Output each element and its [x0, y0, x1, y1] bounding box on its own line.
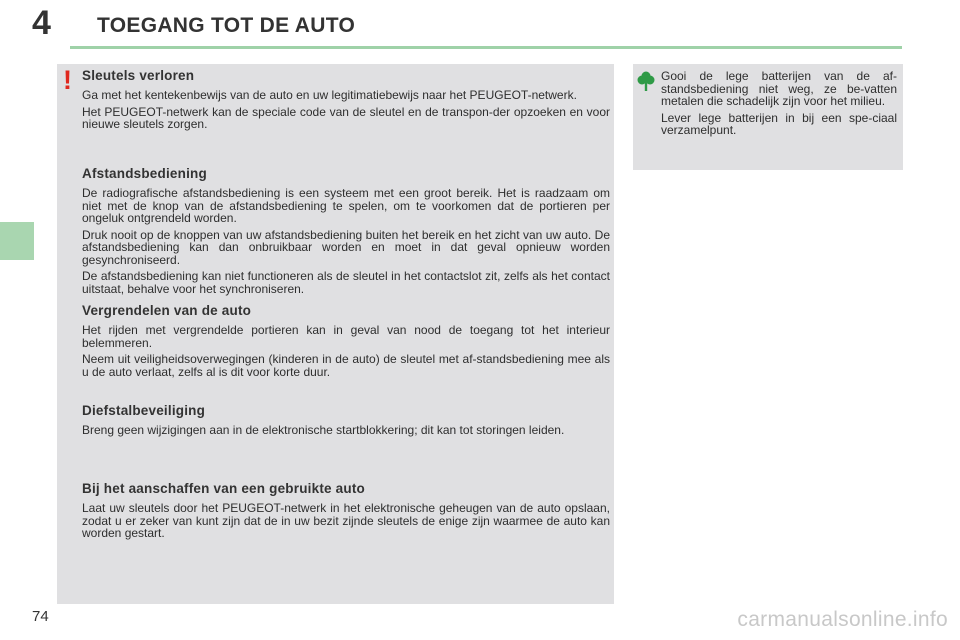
section-lost-keys	[82, 68, 610, 135]
page-number: 74	[32, 608, 49, 625]
paragraph: Gooi de lege batterijen van de af-standsbediening niet weg, ze be-vatten metalen die schadelijk zijn voor het milieu.	[661, 69, 897, 108]
tree-icon	[637, 70, 655, 92]
paragraph: Druk nooit op de knoppen van uw afstandsbediening buiten het bereik en het zicht van uw auto. De afstandsbediening kan dan onbruikbaar worden en moet in dat geval opnieuw worden gesynchroniseerd.	[82, 227, 610, 267]
chapter-tab-marker	[0, 222, 34, 260]
paragraph: Neem uit veiligheidsoverwegingen (kinderen in de auto) de sleutel met af-standsbediening mee als u de auto verlaat, zelfs al is dit voor korte duur.	[82, 352, 610, 379]
paragraph: Ga met het kentekenbewijs van de auto en uw legitimatiebewijs naar het PEUGEOT-netwerk.	[82, 88, 577, 102]
section-anti-theft	[82, 403, 610, 441]
section-remote-control	[82, 166, 610, 299]
section-title: Diefstalbeveiliging	[82, 403, 206, 418]
section-title: Bij het aanschaffen van een gebruikte auto	[82, 481, 365, 496]
paragraph: Laat uw sleutels door het PEUGEOT-netwerk in het elektronische geheugen van de auto opslaan, zodat u er zeker van kunt zijn dat de in uw bezit zijnde sleutels de enige zijn waarmee de auto kan worden gestart.	[82, 501, 610, 540]
header-divider	[70, 46, 902, 49]
section-title: Vergrendelen van de auto	[82, 303, 252, 318]
environment-note	[661, 70, 897, 141]
section-title: Afstandsbediening	[82, 166, 207, 181]
section-locking	[82, 303, 610, 382]
paragraph: Breng geen wijzigingen aan in de elektronische startblokkering; dit kan tot storingen leiden.	[82, 423, 565, 437]
warning-icon: !	[63, 65, 72, 95]
page-title: TOEGANG TOT DE AUTO	[97, 14, 356, 37]
section-used-car	[82, 481, 610, 544]
section-title: Sleutels verloren	[82, 68, 195, 83]
chapter-number: 4	[32, 4, 51, 42]
paragraph: De afstandsbediening kan niet functioneren als de sleutel in het contactslot zit, zelfs als het contact uitstaat, behalve voor het synchroniseren.	[82, 269, 610, 296]
paragraph: Het rijden met vergrendelde portieren kan in geval van nood de toegang tot het interieur belemmeren.	[82, 323, 610, 350]
paragraph: Het PEUGEOT-netwerk kan de speciale code van de sleutel en de transpon-der opzoeken en voor nieuwe sleutels zorgen.	[82, 104, 610, 131]
paragraph: De radiografische afstandsbediening is een systeem met een groot bereik. Het is raadzaam om niet met de knop van de afstandsbediening te spelen, om te voorkomen dat de portieren per ongeluk ontgrendeld worden.	[82, 186, 610, 225]
paragraph: Lever lege batterijen in bij een spe-ciaal verzamelpunt.	[661, 110, 897, 137]
watermark-text: carmanualsonline.info	[737, 608, 948, 631]
